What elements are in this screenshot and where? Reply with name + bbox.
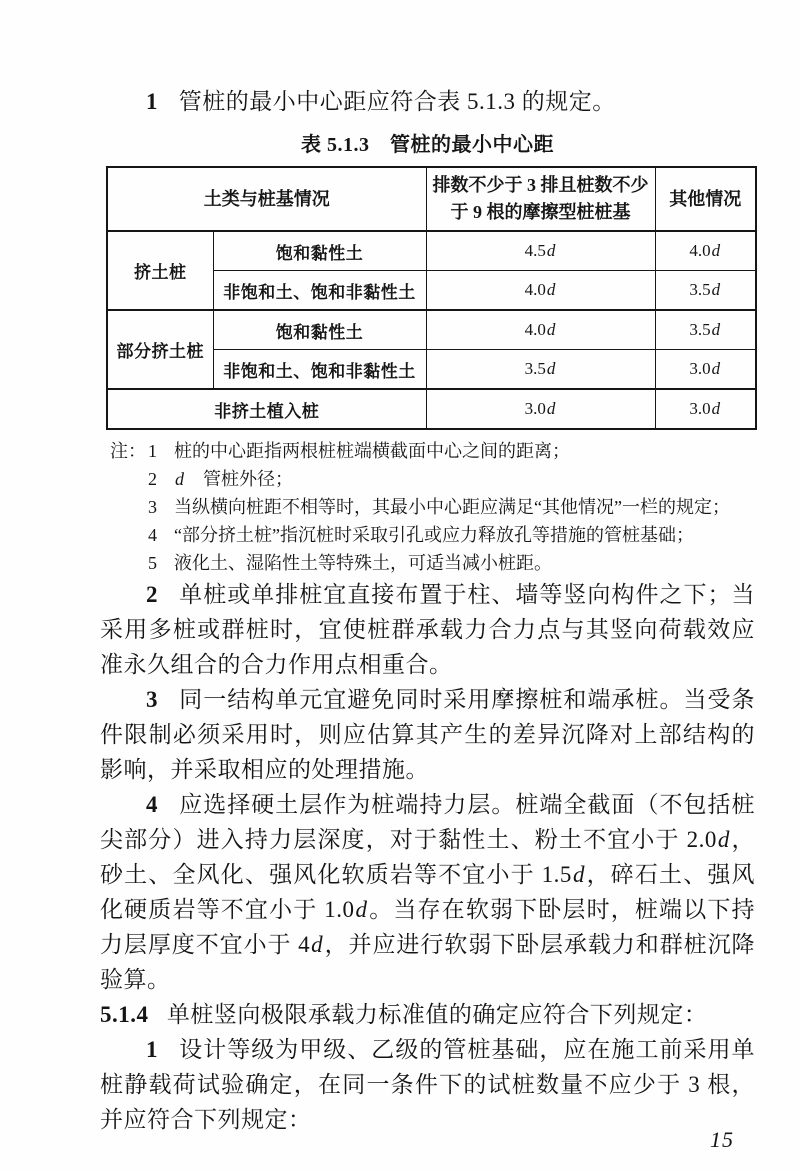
note-number: 1 [148,441,157,461]
cell-pile-type-span: 非挤土植入桩 [107,389,426,429]
header-other-cases: 其他情况 [655,167,756,231]
cell-other-value: 4.0d [655,231,756,271]
body-paragraph-2 [100,577,755,682]
paragraph-text: 设计等级为甲级、乙级的管桩基础，应在施工前采用单桩静载荷试验确定，在同一条件下的试桩数量不应少于 3 根，并应符合下列规定： [100,1037,755,1132]
cell-friction-value: 4.0d [426,271,655,311]
body-paragraph-1 [100,84,755,119]
note-text: 当纵横向桩距不相等时，其最小中心距应满足“其他情况”一栏的规定； [174,497,730,517]
cell-friction-value: 3.0d [426,389,655,429]
note-number: 3 [148,497,157,517]
notes-label: 注： [110,441,146,461]
cell-friction-value: 4.0d [426,310,655,350]
cell-friction-value: 4.5d [426,231,655,271]
body-paragraph-3 [100,682,755,787]
note-text: 桩的中心距指两根桩桩端横截面中心之间的距离； [174,441,570,461]
table-title: 表 5.1.3 管桩的最小中心距 [301,134,554,156]
cell-other-value: 3.5d [655,271,756,311]
min-center-spacing-table [106,166,757,430]
header-soil-pile: 土类与桩基情况 [107,167,426,231]
cell-other-value: 3.0d [655,389,756,429]
note-number: 2 [148,469,157,489]
table-row [107,389,756,429]
note-item [110,493,755,521]
cell-soil-type: 非饱和土、饱和非黏性土 [213,350,426,390]
cell-soil-type: 非饱和土、饱和非黏性土 [213,271,426,311]
body-paragraph-5 [100,1032,755,1137]
note-text: 液化土、湿陷性土等特殊土，可适当减小桩距。 [174,553,552,573]
table-row [107,310,756,350]
clause-number: 5.1.4 [100,1002,149,1027]
clause-text: 单桩竖向极限承载力标准值的确定应符合下列规定： [166,1002,708,1027]
body-paragraph-4 [100,787,755,997]
item-number: 3 [146,687,158,712]
table-header-row [107,167,756,231]
item-number: 2 [146,582,158,607]
cell-other-value: 3.0d [655,350,756,390]
note-number: 4 [148,525,157,545]
note-number: 5 [148,553,157,573]
item-number: 4 [146,792,158,817]
note-text: “部分挤土桩”指沉桩时采取引孔或应力释放孔等措施的管桩基础； [174,525,694,545]
cell-pile-type: 挤土桩 [107,231,213,310]
note-item [110,437,755,465]
cell-soil-type: 饱和黏性土 [213,231,426,271]
header-friction-piles: 排数不少于 3 排且桩数不少于 9 根的摩擦型桩桩基 [426,167,655,231]
cell-other-value: 3.5d [655,310,756,350]
paragraph-text: 同一结构单元宜避免同时采用摩擦桩和端承桩。当受条件限制必须采用时，则应估算其产生的差异沉降对上部结构的影响，并采取相应的处理措施。 [100,687,755,782]
page-number: 15 [710,1127,734,1152]
item-number: 1 [146,1037,158,1062]
cell-friction-value: 3.5d [426,350,655,390]
item-number: 1 [146,89,158,114]
note-item [110,521,755,549]
note-item [110,465,755,493]
table-notes [110,437,755,577]
cell-soil-type: 饱和黏性土 [213,310,426,350]
note-item [110,549,755,577]
note-text: d 管桩外径； [175,469,293,489]
paragraph-text: 管桩的最小中心距应符合表 5.1.3 的规定。 [178,89,616,114]
table-row [107,231,756,271]
clause-5-1-4 [100,997,755,1032]
paragraph-text: 应选择硬土层作为桩端持力层。桩端全截面（不包括桩尖部分）进入持力层深度，对于黏性土、粉土不宜小于 2.0d，砂土、全风化、强风化软质岩等不宜小于 1.5d，碎石土、强风化硬质岩等不宜小于 1.0d。当存在软弱下卧层时，桩端以下持力层厚度不宜小于 4d，并应进行软弱下卧层承载力和群桩沉降验算。 [100,792,756,992]
cell-pile-type: 部分挤土桩 [107,310,213,389]
paragraph-text: 单桩或单排桩宜直接布置于柱、墙等竖向构件之下；当采用多桩或群桩时，宜使桩群承载力合力点与其竖向荷载效应准永久组合的合力作用点相重合。 [100,582,755,677]
